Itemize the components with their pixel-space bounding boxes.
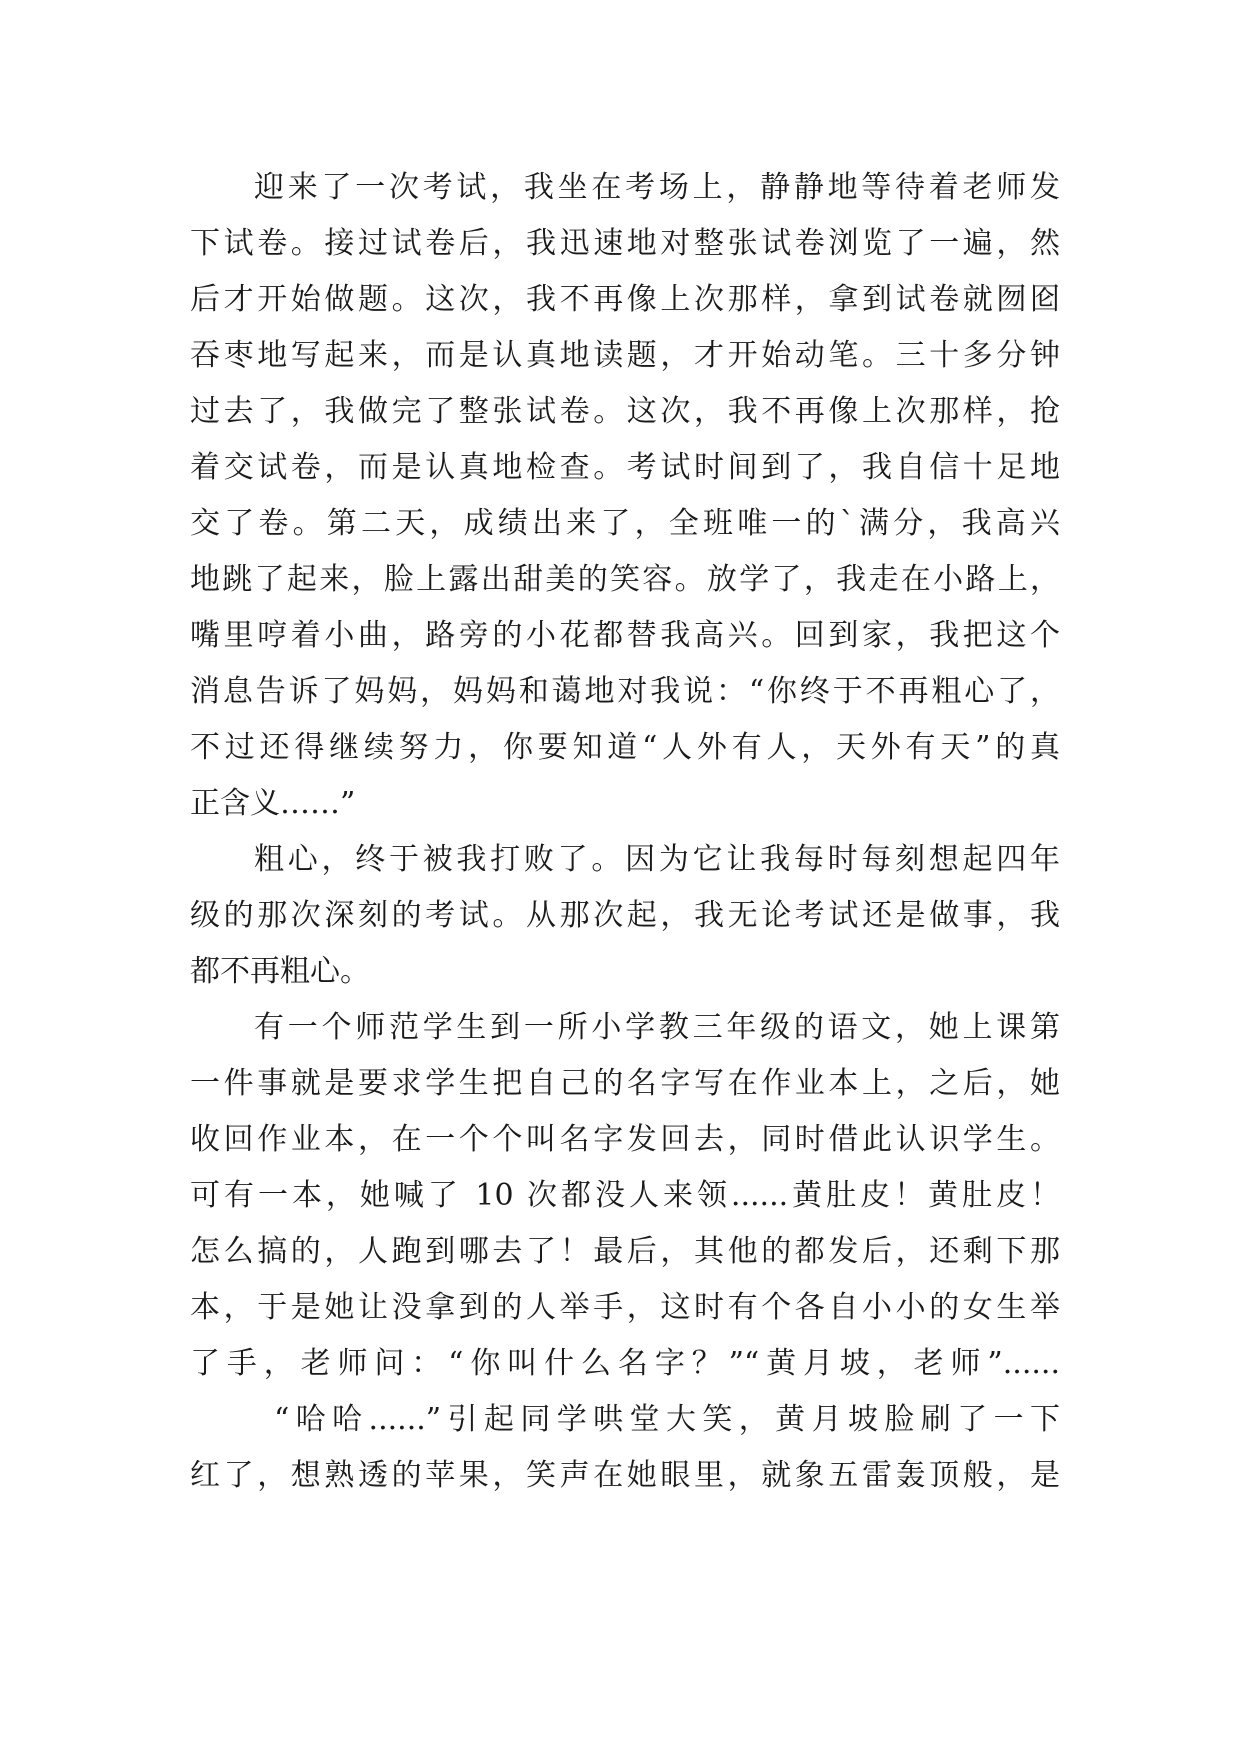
text-line: 可有一本，她喊了 10 次都没人来领......黄肚皮！黄肚皮！ bbox=[190, 1178, 1060, 1213]
text-line: 正含义……” bbox=[190, 786, 356, 821]
text-line: 级的那次深刻的考试。从那次起，我无论考试还是做事，我 bbox=[190, 898, 1060, 933]
text-line: 红了，想熟透的苹果，笑声在她眼里，就象五雷轰顶般，是 bbox=[190, 1458, 1060, 1493]
text-line: 都不再粗心。 bbox=[190, 954, 370, 989]
text-line: 了手，老师问：“你叫什么名字？”“黄月坡，老师”...... bbox=[190, 1346, 1060, 1381]
paragraph bbox=[190, 160, 1060, 832]
text-line: 着交试卷，而是认真地检查。考试时间到了，我自信十足地 bbox=[190, 450, 1060, 485]
text-line: 怎么搞的，人跑到哪去了！最后，其他的都发后，还剩下那 bbox=[190, 1234, 1060, 1269]
document-body bbox=[190, 160, 1060, 1504]
text-line: 收回作业本，在一个个叫名字发回去，同时借此认识学生。 bbox=[190, 1122, 1060, 1157]
text-line: 有一个师范学生到一所小学教三年级的语文，她上课第 bbox=[254, 1010, 1060, 1045]
paragraph bbox=[190, 832, 1060, 1000]
text-line: “哈哈......”引起同学哄堂大笑，黄月坡脸刷了一下 bbox=[274, 1402, 1060, 1437]
text-line: 吞枣地写起来，而是认真地读题，才开始动笔。三十多分钟 bbox=[190, 338, 1060, 373]
text-line: 交了卷。第二天，成绩出来了，全班唯一的`满分，我高兴 bbox=[190, 506, 1060, 541]
text-line: 本，于是她让没拿到的人举手，这时有个各自小小的女生举 bbox=[190, 1290, 1060, 1325]
paragraph bbox=[190, 1000, 1060, 1392]
text-line: 后才开始做题。这次，我不再像上次那样，拿到试卷就囫囵 bbox=[190, 282, 1060, 317]
text-line: 不过还得继续努力，你要知道“人外有人，天外有天”的真 bbox=[190, 730, 1060, 765]
text-line: 嘴里哼着小曲，路旁的小花都替我高兴。回到家，我把这个 bbox=[190, 618, 1060, 653]
text-line: 一件事就是要求学生把自己的名字写在作业本上，之后，她 bbox=[190, 1066, 1060, 1101]
text-line: 消息告诉了妈妈，妈妈和蔼地对我说：“你终于不再粗心了， bbox=[190, 674, 1060, 709]
text-line: 迎来了一次考试，我坐在考场上，静静地等待着老师发 bbox=[254, 170, 1060, 205]
text-line: 粗心，终于被我打败了。因为它让我每时每刻想起四年 bbox=[254, 842, 1060, 877]
paragraph bbox=[190, 1392, 1060, 1504]
text-line: 过去了，我做完了整张试卷。这次，我不再像上次那样，抢 bbox=[190, 394, 1060, 429]
text-line: 下试卷。接过试卷后，我迅速地对整张试卷浏览了一遍，然 bbox=[190, 226, 1060, 261]
text-line: 地跳了起来，脸上露出甜美的笑容。放学了，我走在小路上， bbox=[190, 562, 1060, 597]
